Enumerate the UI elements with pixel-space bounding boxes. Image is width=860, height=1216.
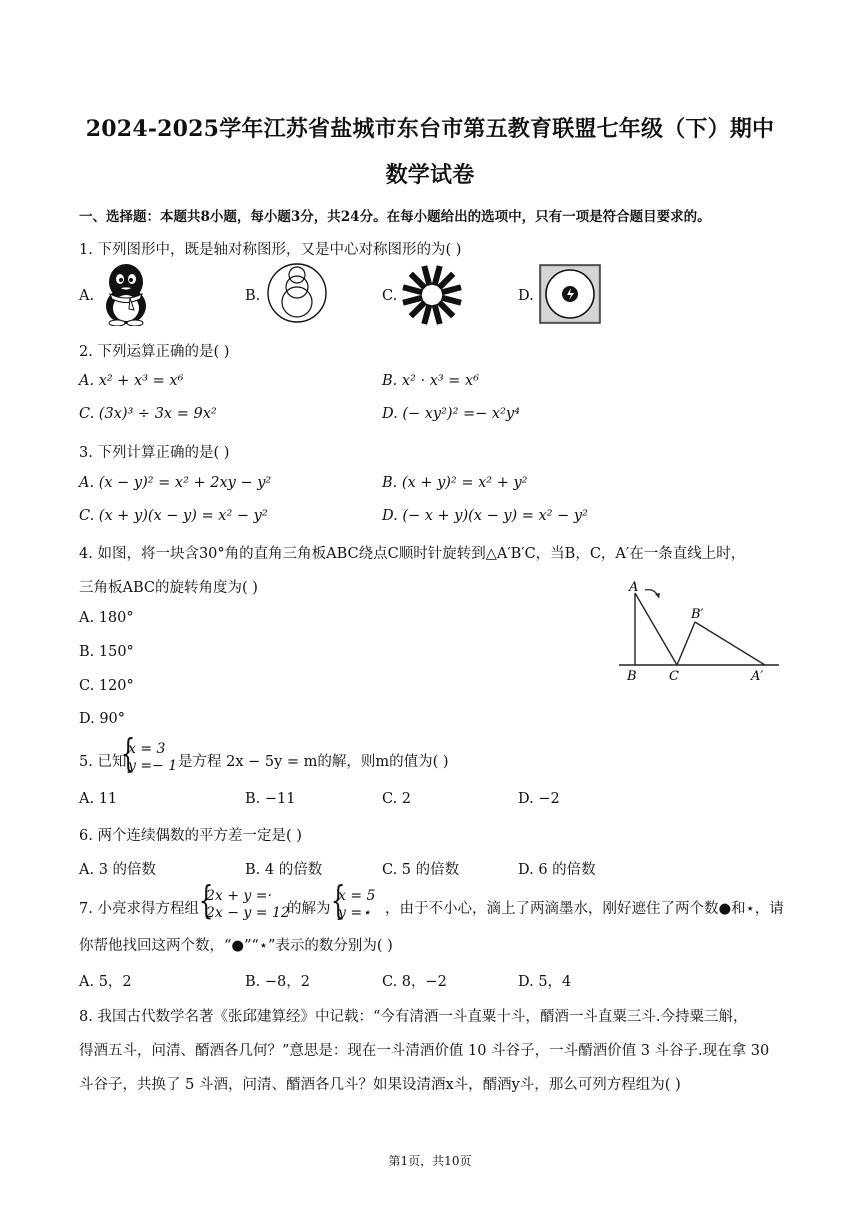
q2-option-d: D. (− xy²)² =− x²y⁴ [382, 406, 520, 422]
q7-system-eq2: 2x − y = 12 [206, 905, 290, 921]
q5-option-a: A. 11 [79, 791, 118, 807]
radial-burst-figure [400, 263, 464, 327]
question-8-line2: 得酒五斗，问清、醑酒各几何？”意思是：现在一斗清酒价值 10 斗谷子，一斗醑酒价值 3 斗谷子.现在拿 30 [79, 1043, 770, 1059]
nested-circles-figure [266, 262, 328, 324]
question-4-stem-line2: 三角板ABC的旋转角度为( ) [79, 580, 258, 596]
q6-option-a: A. 3 的倍数 [79, 862, 157, 878]
q3-option-b: B. (x + y)² = x² + y² [382, 475, 528, 491]
label-a: A [629, 580, 639, 595]
q7-solution-brace: { [330, 878, 346, 922]
q3-option-c: C. (x + y)(x − y) = x² − y² [79, 508, 268, 524]
q2-option-b: B. x² · x³ = x⁶ [382, 373, 480, 389]
rotation-triangle-figure [615, 580, 785, 690]
label-b: B [627, 669, 637, 684]
question-5-prefix: 5. 已知 [79, 754, 127, 770]
q4-option-c: C. 120° [79, 678, 134, 694]
q7-option-d: D. 5，4 [518, 974, 572, 990]
label-a-prime: A′ [751, 669, 764, 684]
q1-option-c-label: C. [382, 288, 398, 304]
q7-system-brace: { [198, 878, 214, 922]
q6-option-c: C. 5 的倍数 [382, 862, 460, 878]
question-4-stem-line1: 4. 如图，将一块含30°角的直角三角板ABC绕点C顺时针旋转到△A′B′C，当B，C，A′在一条直线上时， [79, 546, 746, 562]
circle-in-square-figure [538, 263, 602, 325]
question-8-line3: 斗谷子，共换了 5 斗酒，问清、醑酒各几斗？如果设清酒x斗，醑酒y斗，那么可列方程组为( ) [79, 1077, 681, 1093]
question-1-stem: 1. 下列图形中，既是轴对称图形，又是中心对称图形的为( ) [79, 242, 462, 258]
page-footer: 第1页，共10页 [388, 1154, 472, 1168]
q7-system-eq1: 2x + y =· [206, 888, 272, 904]
q7-option-b: B. −8，2 [245, 974, 310, 990]
q1-option-a-label: A. [79, 288, 95, 304]
question-3-stem: 3. 下列计算正确的是( ) [79, 445, 230, 461]
q7-option-c: C. 8，−2 [382, 974, 447, 990]
question-5-stem: 是方程 2x − 5y = m的解，则m的值为( ) [178, 754, 449, 770]
q5-option-b: B. −11 [245, 791, 296, 807]
q7-solution-eq1: x = 5 [338, 888, 376, 904]
section-heading: 一、选择题：本题共8小题，每小题3分，共24分。在每小题给出的选项中，只有一项是符合题目要求的。 [79, 209, 711, 225]
question-7-prefix: 7. 小亮求得方程组 [79, 901, 199, 917]
question-6-stem: 6. 两个连续偶数的平方差一定是( ) [79, 828, 302, 844]
q7-solution-eq2: y =⋆ [338, 905, 371, 921]
q1-option-d-label: D. [518, 288, 534, 304]
q2-option-c: C. (3x)³ ÷ 3x = 9x² [79, 406, 217, 422]
q4-option-d: D. 90° [79, 711, 126, 727]
q5-system-eq1: x = 3 [128, 741, 166, 757]
exam-title-line2: 数学试卷 [385, 162, 475, 188]
q2-option-a: A. x² + x³ = x⁶ [79, 373, 184, 389]
question-8-line1: 8. 我国古代数学名著《张邱建算经》中记载：“今有清酒一斗直粟十斗，醑酒一斗直粟三斗.今持粟三斛， [79, 1009, 748, 1025]
question-7-stem: ，由于不小心，滴上了两滴墨水，刚好遮住了两个数●和⋆，请 [385, 901, 784, 917]
q5-system-eq2: y =− 1 [128, 758, 178, 774]
q1-option-b-label: B. [245, 288, 261, 304]
q3-option-a: A. (x − y)² = x² + 2xy − y² [79, 475, 272, 491]
q4-option-b: B. 150° [79, 644, 134, 660]
question-7-stem-line2: 你帮他找回这两个数，“●”“⋆”表示的数分别为( ) [79, 938, 393, 954]
q6-option-d: D. 6 的倍数 [518, 862, 596, 878]
q4-option-a: A. 180° [79, 610, 134, 626]
q5-option-c: C. 2 [382, 791, 412, 807]
q3-option-d: D. (− x + y)(x − y) = x² − y² [382, 508, 588, 524]
q7-solution-label: 的解为 [287, 901, 331, 917]
label-b-prime: B′ [691, 607, 704, 622]
question-2-stem: 2. 下列运算正确的是( ) [79, 344, 230, 360]
q7-option-a: A. 5，2 [79, 974, 132, 990]
label-c: C [669, 669, 679, 684]
q5-system-brace: { [120, 731, 136, 775]
penguin-figure [100, 262, 152, 326]
q5-option-d: D. −2 [518, 791, 560, 807]
q6-option-b: B. 4 的倍数 [245, 862, 323, 878]
exam-title-line1: 2024-2025学年江苏省盐城市东台市第五教育联盟七年级（下）期中 [85, 116, 775, 142]
